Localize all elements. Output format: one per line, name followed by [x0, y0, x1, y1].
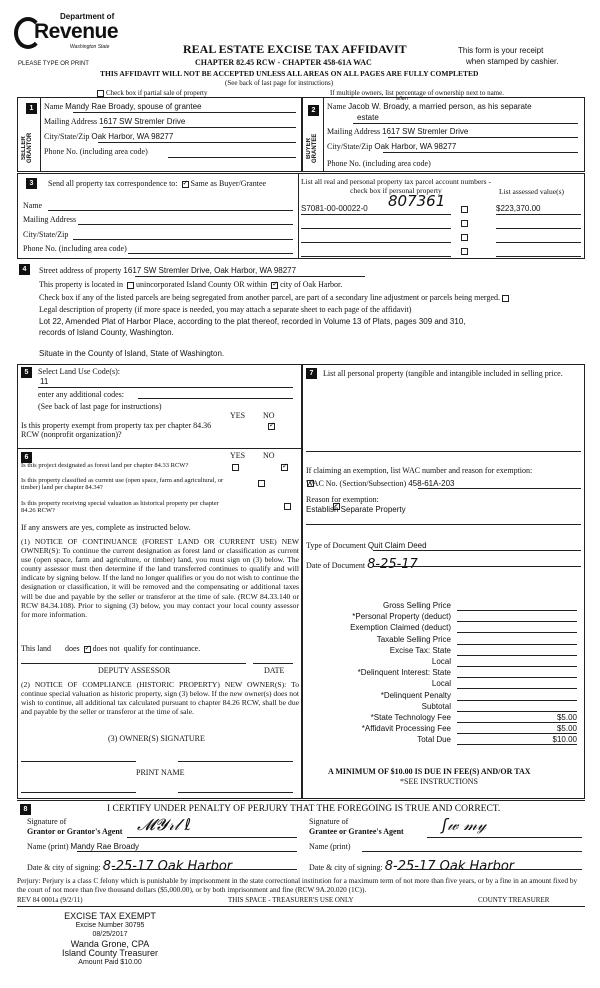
- personal-property-checkbox-3[interactable]: [461, 234, 468, 241]
- buyer-tab: BUYER GRANTEE: [306, 133, 318, 163]
- section-8-number: 8: [20, 804, 31, 815]
- fee-row: [306, 713, 581, 724]
- section-2-buyer: [302, 97, 585, 172]
- grantor-date-city[interactable]: 8-25-17 Oak Harbor: [102, 859, 233, 874]
- grantee-name-label: Name (print): [309, 842, 351, 851]
- doc-date-row: Date of Document 8-25-17: [306, 557, 418, 572]
- fee-value[interactable]: [457, 668, 577, 678]
- wac-number[interactable]: 458-61A-203: [408, 479, 455, 488]
- receipt-note-2: when stamped by cashier.: [466, 57, 559, 66]
- seller-city[interactable]: Oak Harbor, WA 98277: [91, 132, 174, 141]
- fee-label: *Delinquent Penalty: [380, 690, 451, 700]
- rev-number: REV 84 0001a (9/2/11): [17, 896, 83, 904]
- exemption-header: If claiming an exemption, list WAC number and reason for exemption:: [306, 466, 533, 475]
- seller-address-row: Mailing Address 1617 SW Stremler Drive: [44, 117, 186, 126]
- section-1-seller: [17, 97, 302, 172]
- located-row: This property is located in unincorporated Island County OR within ✓ city of Oak Harbor.: [39, 280, 342, 289]
- does-not-checkbox[interactable]: [84, 646, 91, 653]
- current-use-question: Is this property classified as current use (open space, farm and agricultural, or timber) land per chapter 84.34?: [21, 477, 224, 491]
- exemption-reason[interactable]: Establish Separate Property: [306, 505, 406, 514]
- grantor-sig-label: Grantor or Grantor's Agent: [27, 827, 123, 836]
- if-yes-note: If any answers are yes, complete as instructed below.: [21, 523, 191, 532]
- legal-line-3[interactable]: Situate in the County of Island, State of Washington.: [39, 349, 225, 358]
- seller-name[interactable]: Mandy Rae Broady, spouse of grantee: [65, 102, 202, 111]
- logo-dept: Department of: [60, 12, 115, 21]
- owner-signature-label: (3) OWNER(S) SIGNATURE: [108, 734, 205, 743]
- partial-sale-checkbox[interactable]: [97, 90, 104, 97]
- street-row: Street address of property 1617 SW Stremler Drive, Oak Harbor, WA 98277: [39, 266, 297, 275]
- corr-city-label: City/State/Zip: [23, 230, 69, 239]
- section-3-correspondence: [17, 173, 585, 259]
- fee-row: [306, 635, 581, 646]
- city-checkbox[interactable]: [271, 282, 278, 289]
- fee-row: [306, 668, 581, 679]
- assessed-value[interactable]: $223,370.00: [496, 204, 541, 213]
- fee-label: *Personal Property (deduct): [352, 612, 451, 622]
- treasurer-space: THIS SPACE - TREASURER'S USE ONLY: [228, 896, 354, 904]
- exempt-question: Is this property exempt from property tax per chapter 84.36 RCW (nonprofit organization)?: [21, 421, 212, 439]
- buyer-name-cont[interactable]: estate: [357, 113, 379, 122]
- send-to-row: Send all property tax correspondence to: ✓ Same as Buyer/Grantee: [48, 179, 266, 188]
- section-6-continuance: 6 YES NO Is this project designated as forest land per chapter 84.33 RCW? ✓ Is this property classified as current use (open space, farm and agricultural, or timber) land per chapter 84.34? ✓ Is this property receiving special valuation as historical property per chapter 84.26 RCW? ✓ If any answers are yes, complete as instructed below. (1) NOTICE OF CONTINUANCE (FOREST LAND OR CURRENT USE) NEW OWNER(S): To continue the current designation as forest land or classification as current use (open space, farm and agriculture, or timber) land, you must sign on (3) below. The county assessor must then determine if the land transferred continues to qualify and will indicate by signing below. If the land no longer qualifies or you do not wish to continue the designation or classification, it will be removed and the compensating or additional taxes will be due and payable by the seller or transferor at the time of sale. (RCW 84.33.140 or RCW 84.34.108). Prior to signing (3) below, you may contact your local county assessor for more information. This land does ✓ does not qualify for continuance. DEPUTY ASSESSOR DATE (2) NOTICE OF COMPLIANCE (HISTORIC PROPERTY) NEW OWNER(S): To continue special valuation as historic property, sign (3) below. If the new owner(s) does not wish to continue, all additional tax calculated pursuant to chapter 84.26 RCW, shall be due and payable by the seller or transferor at the time of sale. (3) OWNER(S) SIGNATURE PRINT NAME: [17, 449, 302, 799]
- historic-question: Is this property receiving special valuation as historical property per chapter 84.26 RCW?: [21, 500, 219, 514]
- land-use-code[interactable]: 11: [40, 377, 49, 386]
- land-use-instructions: (See back of last page for instructions): [38, 402, 162, 411]
- logo-revenue: Revenue: [34, 20, 119, 43]
- section-5-number: 5: [21, 367, 32, 378]
- section-2-number: 2: [308, 105, 319, 116]
- certify-statement: I CERTIFY UNDER PENALTY OF PERJURY THAT THE FOREGOING IS TRUE AND CORRECT.: [107, 804, 501, 814]
- assessed-header: List assessed value(s): [499, 187, 564, 196]
- parcel-number[interactable]: S7081-00-00022-0: [301, 204, 368, 213]
- personal-property-checkbox-1[interactable]: [461, 206, 468, 213]
- fee-row: [306, 724, 581, 735]
- forest-question: Is this project designated as forest land per chapter 84.33 RCW?: [21, 462, 189, 469]
- buyer-city[interactable]: Oak Harbor, WA 98277: [374, 142, 457, 151]
- form-title: REAL ESTATE EXCISE TAX AFFIDAVIT: [183, 42, 407, 56]
- fee-row: [306, 679, 581, 690]
- document-type[interactable]: Quit Claim Deed: [367, 541, 427, 550]
- fee-value[interactable]: [457, 623, 577, 633]
- seller-address[interactable]: 1617 SW Stremler Drive: [99, 117, 186, 126]
- fee-value[interactable]: $5.00: [457, 713, 577, 723]
- fees-table: [306, 601, 581, 746]
- grantee-sig-label: Grantee or Grantee's Agent: [309, 827, 404, 836]
- additional-codes-label: enter any additional codes:: [38, 390, 124, 399]
- fee-label: *State Technology Fee: [370, 712, 451, 722]
- please-type: PLEASE TYPE OR PRINT: [18, 61, 89, 67]
- fee-label: Gross Selling Price: [382, 601, 451, 610]
- continuance-paragraph: (1) NOTICE OF CONTINUANCE (FOREST LAND OR CURRENT USE) NEW OWNER(S): To continue the current designation as forest land or classification as current use (open space, farm and agriculture, or timber) land, you must sign on (3) below. The county assessor must then determine if the land transferred continues to qualify and will indicate by signing below. If the land no longer qualifies or you do not wish to continue the designation or classification, it will be removed and the compensating or additional taxes will be due and payable by the seller or transferor at the time of sale. (RCW 84.33.140 or RCW 84.34.108). Prior to signing (3) below, you may contact your local county assessor for more information.: [21, 537, 299, 619]
- fee-row: [306, 623, 581, 634]
- buyer-phone-label: Phone No. (including area code): [327, 159, 431, 168]
- deputy-date-label: DATE: [264, 666, 285, 675]
- fee-row: [306, 735, 581, 746]
- perjury-note: Perjury: Perjury is a class C felony which is punishable by imprisonment in the state correctional institution for a maximum term of not more than five years, or by a fine in an amount fixed by the court of not more than five thousand dollars ($5,000.00), or by both imprisonment and fine (RCW 9A.20.020 (1C)).: [17, 876, 578, 894]
- parcel-handwritten: 807361: [388, 192, 446, 210]
- fee-row: [306, 691, 581, 702]
- fee-value[interactable]: [457, 635, 577, 645]
- buyer-address-row: Mailing Address 1617 SW Stremler Drive: [327, 127, 469, 136]
- warning-line: THIS AFFIDAVIT WILL NOT BE ACCEPTED UNLESS ALL AREAS ON ALL PAGES ARE FULLY COMPLETED: [100, 69, 479, 78]
- personal-property-checkbox-2[interactable]: [461, 220, 468, 227]
- fee-label: Local: [431, 656, 451, 666]
- form-subtitle: CHAPTER 82.45 RCW - CHAPTER 458-61A WAC: [195, 58, 372, 67]
- fee-label: Total Due: [417, 735, 451, 745]
- partial-sale-row[interactable]: Check box if partial sale of property: [95, 89, 207, 97]
- document-date[interactable]: 8-25-17: [367, 557, 418, 572]
- fee-row: [306, 702, 581, 713]
- fee-value[interactable]: [457, 612, 577, 622]
- fee-row: [306, 601, 581, 612]
- qualify-row: This land does ✓ does not qualify for continuance.: [21, 644, 200, 653]
- buyer-address[interactable]: 1617 SW Stremler Drive: [382, 127, 469, 136]
- segregated-row: Check box if any of the listed parcels are being segregated from another parcel, are part of a secondary line adjustment or parcels being merged.: [39, 293, 511, 302]
- buyer-name[interactable]: Jacob W. Broady, a married person, as his separate: [348, 102, 532, 111]
- section-4-number: 4: [19, 264, 30, 275]
- fee-value[interactable]: [457, 691, 577, 701]
- wac-row: WAC No. (Section/Subsection) 458-61A-203: [306, 479, 455, 488]
- same-as-buyer-checkbox[interactable]: [182, 181, 189, 188]
- section-3-number: 3: [26, 178, 37, 189]
- property-street[interactable]: 1617 SW Stremler Drive, Oak Harbor, WA 98277: [123, 266, 297, 275]
- fee-label: Taxable Selling Price: [376, 634, 451, 644]
- grantor-signature[interactable]: 𝓜𝓨𝓇𝓁 ℓ: [137, 815, 192, 834]
- section-1-number: 1: [26, 103, 37, 114]
- section-7-number: 7: [306, 368, 317, 379]
- fee-label: Excise Tax: State: [389, 645, 451, 655]
- seller-tab: SELLER GRANTOR: [21, 132, 33, 164]
- fee-value[interactable]: [457, 679, 577, 689]
- section-4-property: [17, 262, 585, 362]
- seller-name-row: Name Mandy Rae Broady, spouse of grantee: [44, 102, 202, 111]
- minimum-note: A MINIMUM OF $10.00 IS DUE IN FEE(S) AND/OR TAX: [328, 767, 531, 776]
- see-back-note: (See back of last page for instructions): [225, 79, 334, 87]
- forest-yes-checkbox[interactable]: [232, 464, 239, 471]
- forest-no-checkbox[interactable]: [281, 464, 288, 471]
- doc-type-row: Type of Document Quit Claim Deed: [306, 541, 427, 550]
- legal-line-2[interactable]: records of Island County, Washington.: [39, 328, 174, 337]
- fee-value[interactable]: $10.00: [457, 735, 577, 745]
- corr-phone-label: Phone No. (including area code): [23, 244, 127, 253]
- grantor-name-row: Name (print) Mandy Rae Broady: [27, 842, 140, 851]
- parcels-header: List all real and personal property tax parcel account numbers - check box if personal property: [301, 177, 491, 195]
- fee-value[interactable]: $5.00: [457, 724, 577, 734]
- fee-row: [306, 646, 581, 657]
- section-5-land-use: 5 Select Land Use Code(s): 11 enter any additional codes: (See back of last page for instructions) YES NO Is this property exempt from property tax per chapter 84.36 RCW (nonprofit organization)? ✓: [17, 364, 302, 449]
- treasurer-stamp: EXCISE TAX EXEMPT Excise Number 30795 08/25/2017 Wanda Grone, CPA Island County Treasurer Amount Paid $10.00: [61, 911, 159, 966]
- corr-name-label: Name: [23, 201, 43, 210]
- current-use-yes-checkbox[interactable]: [258, 480, 265, 487]
- parcel-checkboxes: [459, 204, 470, 255]
- deputy-assessor-label: DEPUTY ASSESSOR: [98, 666, 171, 675]
- fee-value[interactable]: [457, 646, 577, 656]
- exempt-no-checkbox[interactable]: [268, 423, 275, 430]
- legal-label: Legal description of property (if more space is needed, you may attach a separate sheet to each page of the affidavit): [39, 305, 412, 314]
- section-8-certify: 8 I CERTIFY UNDER PENALTY OF PERJURY THAT THE FOREGOING IS TRUE AND CORRECT. Signature of Grantor or Grantor's Agent 𝓜𝓨𝓇𝓁 ℓ Name (print) Mandy Rae Broady Date & city of signing: 8-25-17 Oak Harbor Signature of Grantee or Grantee's Agent ʃ𝓌 𝓂𝓎 Name (print) Date & city of signing: 8-25-17 Oak Harbor: [17, 800, 585, 874]
- fee-value[interactable]: [457, 657, 577, 667]
- grantee-date-city[interactable]: 8-25-17 Oak Harbor: [384, 859, 515, 874]
- section-7-personal-property: [302, 364, 585, 799]
- buyer-name-row: Name Jacob W. Broady, a married person, as his separate: [327, 102, 532, 111]
- fee-label: *Affidavit Processing Fee: [361, 724, 451, 734]
- grantor-date-row: Date & city of signing: 8-25-17 Oak Harbor: [27, 859, 233, 874]
- revenue-logo: [14, 12, 124, 62]
- unincorporated-checkbox[interactable]: [127, 282, 134, 289]
- personal-property-label: List all personal property (tangible and intangible included in selling price.: [323, 369, 563, 378]
- segregated-checkbox[interactable]: [502, 295, 509, 302]
- grantee-signature[interactable]: ʃ𝓌 𝓂𝓎: [442, 815, 487, 834]
- fee-row: [306, 657, 581, 668]
- print-name-label: PRINT NAME: [136, 768, 185, 777]
- personal-property-checkbox-4[interactable]: [461, 248, 468, 255]
- seller-city-row: City/State/Zip Oak Harbor, WA 98277: [44, 132, 174, 141]
- land-use-label: Select Land Use Code(s):: [38, 367, 120, 376]
- receipt-note-1: This form is your receipt: [458, 46, 544, 55]
- county-treasurer: COUNTY TREASURER: [478, 896, 550, 904]
- fee-label: Exemption Claimed (deduct): [350, 623, 451, 633]
- corr-address-label: Mailing Address: [23, 215, 77, 224]
- buyer-city-row: City/State/Zip Oak Harbor, WA 98277: [327, 142, 457, 151]
- historic-yes-checkbox[interactable]: [284, 503, 291, 510]
- multiple-owners-note: If multiple owners, list percentage of ownership next to name.: [330, 89, 504, 97]
- seller-phone-label: Phone No. (including area code): [44, 147, 148, 156]
- logo-state: Washington State: [70, 44, 110, 50]
- reason-label: Reason for exemption:: [306, 495, 379, 504]
- buyer-name-insert: allen: [396, 96, 409, 102]
- fee-value[interactable]: [457, 601, 577, 611]
- fee-label: *Delinquent Interest: State: [357, 668, 451, 678]
- fee-label: Local: [431, 679, 451, 689]
- grantor-name[interactable]: Mandy Rae Broady: [70, 842, 140, 851]
- fee-label: Subtotal: [421, 701, 451, 711]
- legal-line-1[interactable]: Lot 22, Amended Plat of Harbor Place, according to the plat thereof, recorded in Volume 13 of Plats, pages 309 and 310,: [39, 317, 466, 326]
- fee-value[interactable]: [457, 702, 577, 712]
- see-instructions: *SEE INSTRUCTIONS: [400, 777, 479, 786]
- grantee-date-row: Date & city of signing: 8-25-17 Oak Harbor: [309, 859, 515, 874]
- compliance-paragraph: (2) NOTICE OF COMPLIANCE (HISTORIC PROPERTY) NEW OWNER(S): To continue special valuation as historic property, sign (3) below. If the new owner(s) does not wish to continue, all additional tax calculated pursuant to chapter 84.26 RCW, shall be due and payable by the seller or transferor at the time of sale.: [21, 680, 299, 717]
- section-6-number: 6: [21, 452, 32, 463]
- fee-row: [306, 612, 581, 623]
